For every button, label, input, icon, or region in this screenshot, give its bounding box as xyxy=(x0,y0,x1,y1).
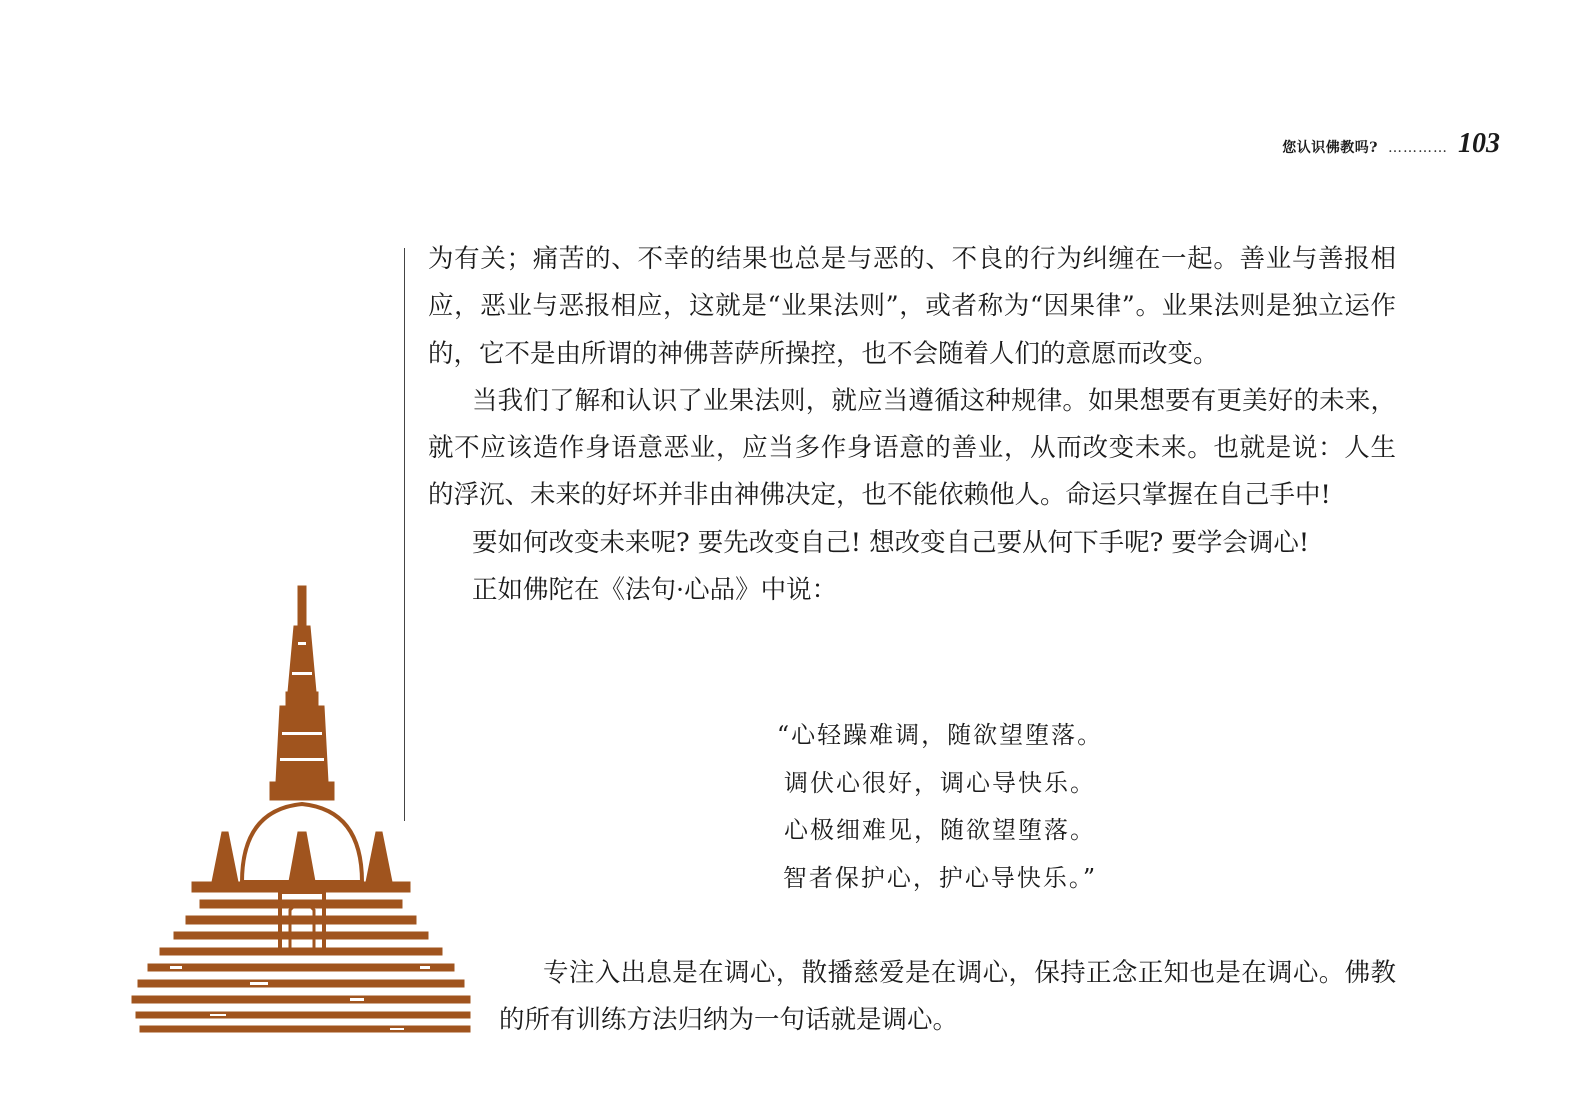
paragraph-2: 当我们了解和认识了业果法则，就应当遵循这种规律。如果想要有更美好的未来，就不应该造作身语意恶业，应当多作身语意的善业，从而改变未来。也就是说：人生的浮沉、未来的好坏并非由神佛决定，也不能依赖他人。命运只掌握在自己手中! xyxy=(428,385,1396,511)
running-title: 您认识佛教吗? xyxy=(1282,140,1378,156)
verse-quote xyxy=(760,712,1120,902)
verse-line-4: 智者保护心，护心导快乐。” xyxy=(782,863,1098,892)
stupa-illustration xyxy=(130,582,472,1038)
body-text xyxy=(428,236,1396,614)
page-number: 103 xyxy=(1458,128,1500,159)
verse-line-3: 心极细难见，随欲望堕落。 xyxy=(784,816,1096,844)
closing-text xyxy=(499,950,1396,1045)
paragraph-1: 为有关；痛苦的、不幸的结果也总是与恶的、不良的行为纠缠在一起。善业与善报相应，恶业与恶报相应，这就是“业果法则”，或者称为“因果律”。业果法则是独立运作的，它不是由所谓的神佛菩萨所操控，也不会随着人们的意愿而改变。 xyxy=(428,244,1396,369)
verse-line-1: “心轻躁难调，随欲望堕落。 xyxy=(776,721,1104,749)
verse-line-2: 调伏心很好，调心导快乐。 xyxy=(784,768,1096,797)
paragraph-3: 要如何改变未来呢? 要先改变自己! 想改变自己要从何下手呢? 要学会调心! xyxy=(472,527,1310,558)
leader-dots: ………… xyxy=(1388,140,1448,156)
paragraph-5: 专注入出息是在调心，散播慈爱是在调心，保持正念正知也是在调心。佛教的所有训练方法归纳为一句话就是调心。 xyxy=(499,958,1396,1036)
running-header xyxy=(1282,128,1500,160)
paragraph-4: 正如佛陀在《法句·心品》中说： xyxy=(472,575,838,606)
